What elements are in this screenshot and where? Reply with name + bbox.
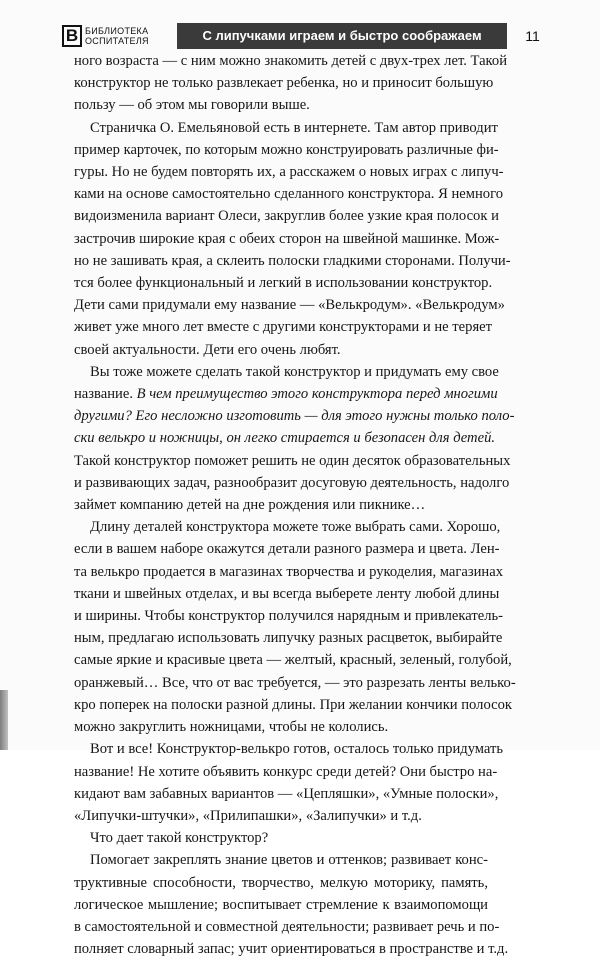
text-line: гуры. Но не будем повторять их, а расскажем о новых играх с липуч- [74, 164, 504, 181]
text-line: ками на основе самостоятельно сделанного конструктора. Я немного [74, 186, 504, 203]
text-line: ткани и швейных отделах, и вы всегда выберете ленту любой длины [74, 585, 500, 602]
text-line: логическое мышление; воспитывает стремление к взаимопомощи [74, 896, 488, 913]
text-line: можно закруглить ножницами, чтобы не кололись. [74, 719, 389, 736]
text-line: Вот и все! Конструктор-велькро готов, осталось только придумать [90, 741, 504, 758]
text-line: пользу — об этом мы говорили выше. [74, 97, 310, 114]
text-line: Страничка О. Емельяновой есть в интернете. Там автор приводит [90, 119, 498, 136]
body-text [74, 50, 516, 960]
text-line [74, 405, 515, 427]
text-line: самые яркие и красивые цвета — желтый, красный, зеленый, голубой, [74, 652, 512, 669]
text-line: «Липучки-штучки», «Прилипашки», «Залипучки» и т.д. [74, 807, 422, 824]
text-line: Такой конструктор поможет решить не один десяток образовательных [74, 452, 511, 469]
paragraph-2 [74, 117, 511, 361]
page-edge-shadow [0, 690, 8, 750]
paragraph-5 [74, 738, 504, 827]
series-logo [62, 23, 149, 49]
text-line: в самостоятельной и совместной деятельности; развивает речь и по- [74, 918, 500, 935]
text-line: Вы тоже можете сделать такой конструктор и придумать ему свое [90, 363, 499, 380]
text-line: та велькро продается в магазинах творчества и рукоделия, магазинах [74, 563, 503, 580]
text-line: кидают вам забавных вариантов — «Цепляшки», «Умные полоски», [74, 785, 499, 802]
paragraph-6 [74, 827, 488, 849]
series-name-line1: БИБЛИОТЕКА [85, 26, 149, 36]
paragraph-7 [74, 849, 509, 960]
text-line: и ширины. Чтобы конструктор получился нарядным и привлекатель- [74, 608, 504, 625]
text-line: видоизменила вариант Олеси, закруглив более узкие края полосок и [74, 208, 499, 225]
text-line: займет компанию детей на дне рождения или пикнике… [74, 497, 426, 514]
text-line: пример карточек, по которым можно конструировать различные фи- [74, 141, 499, 158]
paragraph-1 [74, 50, 508, 117]
text-line: полняет словарный запас; учит ориентироваться в пространстве и т.д. [74, 941, 509, 958]
chapter-title: С липучками играем и быстро соображаем [202, 28, 482, 43]
emphasis-text: ски велькро и ножницы, он легко стирается и безопасен для детей. [74, 430, 496, 447]
page-number: 11 [525, 28, 540, 44]
text-line: Помогает закреплять знание цветов и оттенков; развивает конс- [90, 852, 488, 869]
emphasis-text: другими? [74, 408, 132, 425]
text-line: название! Не хотите объявить конкурс среди детей? Они быстро на- [74, 763, 498, 780]
text-line: но не зашивать края, а склеить полоски гладкими сторонами. Получи- [74, 252, 511, 269]
emphasis-text: В чем преимущество этого конструктора перед многими [136, 386, 498, 403]
text-line: ного возраста — с ним можно знакомить детей с двух-трех лет. Такой [74, 53, 508, 69]
series-name-line2: ОСПИТАТЕЛЯ [85, 36, 149, 46]
text-line: если в вашем наборе окажутся детали разного размера и цвета. Лен- [74, 541, 500, 558]
text-line [74, 427, 496, 449]
paragraph-3 [74, 361, 515, 516]
text-line: кро поперек на полоски разной длины. При желании кончики полосок [74, 696, 512, 713]
series-name [85, 26, 149, 46]
text-line: и развивающих задач, разнообразит досуговую деятельность, надолго [74, 474, 510, 491]
text-line: ным, предлагаю использовать липучку разных расцветок, выбирайте [74, 630, 503, 647]
text-line: оранжевый… Все, что от вас требуется, — это разрезать ленты велько- [74, 674, 516, 691]
running-header [62, 23, 548, 49]
subheading-question: Что дает такой конструктор? [90, 830, 269, 847]
text-line: тся более функциональный и легкий в использовании конструктор. [74, 275, 493, 292]
emphasis-text: Его несложно изготовить — для этого нужны только поло- [131, 408, 515, 425]
text-line: конструктор не только развлекает ребенка, но и приносит большую [74, 75, 494, 92]
text-line: труктивные способности, творчество, мелкую моторику, память, [74, 874, 488, 891]
text-line: Длину деталей конструктора можете тоже выбрать сами. Хорошо, [90, 519, 501, 536]
text-line: своей актуальности. Дети его очень любят. [74, 341, 341, 358]
paragraph-4 [74, 516, 516, 738]
chapter-title-band [177, 23, 507, 49]
text-segment: название. [74, 386, 137, 403]
text-line: застрочив широкие края с обеих сторон на швейной машинке. Мож- [74, 230, 500, 247]
text-line: живет уже много лет вместе с другими конструкторами и не теряет [74, 319, 493, 336]
series-logo-letter: В [62, 25, 82, 47]
text-line [74, 383, 498, 405]
text-line: Дети сами придумали ему название — «Велькродум». «Велькродум» [74, 297, 505, 314]
